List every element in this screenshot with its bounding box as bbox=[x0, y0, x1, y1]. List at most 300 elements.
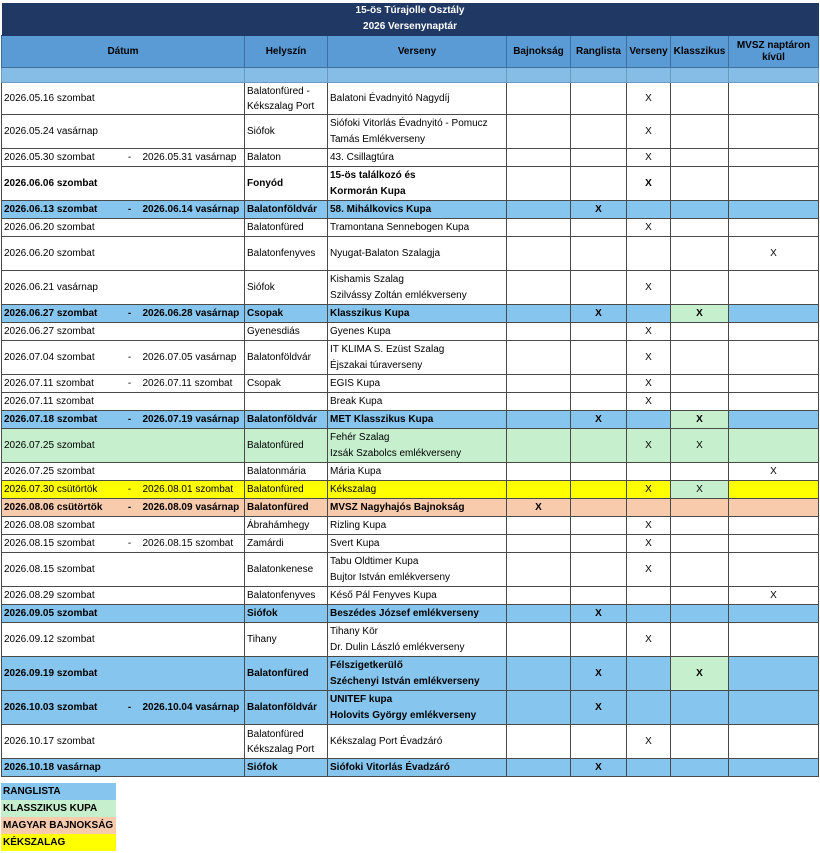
date-start: 2026.05.30 szombat bbox=[2, 149, 119, 167]
mvsz-mark bbox=[729, 149, 819, 167]
event-cell bbox=[328, 115, 507, 149]
date-end bbox=[141, 623, 245, 657]
ranglista-mark bbox=[571, 115, 627, 149]
table-row bbox=[2, 149, 819, 167]
bajnoksag-mark bbox=[507, 115, 571, 149]
klasszikus-mark: X bbox=[671, 305, 729, 323]
event-cell bbox=[328, 517, 507, 535]
location-cell: Siófok bbox=[245, 759, 328, 777]
mvsz-mark bbox=[729, 271, 819, 305]
mvsz-mark bbox=[729, 517, 819, 535]
event-name: Mária Kupa bbox=[330, 466, 382, 477]
date-end bbox=[141, 725, 245, 759]
date-separator bbox=[119, 393, 141, 411]
col-header-mvsz: MVSZ naptáron kívül bbox=[729, 36, 819, 68]
klasszikus-mark bbox=[671, 115, 729, 149]
table-row bbox=[2, 219, 819, 237]
bajnoksag-mark bbox=[507, 201, 571, 219]
location-cell: Balatonfüred bbox=[245, 429, 328, 463]
bajnoksag-mark: X bbox=[507, 499, 571, 517]
location-cell: Ábrahámhegy bbox=[245, 517, 328, 535]
klasszikus-mark bbox=[671, 219, 729, 237]
mvsz-mark bbox=[729, 167, 819, 201]
event-cell bbox=[328, 149, 507, 167]
date-separator bbox=[119, 657, 141, 691]
verseny-mark bbox=[627, 587, 671, 605]
event-name: Nyugat-Balaton Szalagja bbox=[330, 248, 441, 259]
date-separator: - bbox=[119, 375, 141, 393]
date-separator bbox=[119, 725, 141, 759]
legend-item: RANGLISTA bbox=[1, 783, 116, 800]
date-separator bbox=[119, 167, 141, 201]
location-cell: Siófok bbox=[245, 271, 328, 305]
event-subtitle: Holovits György emlékverseny bbox=[330, 709, 477, 721]
klasszikus-mark: X bbox=[671, 429, 729, 463]
location-cell: Balatonföldvár bbox=[245, 201, 328, 219]
date-end bbox=[141, 587, 245, 605]
verseny-mark: X bbox=[627, 323, 671, 341]
date-end: 2026.08.15 szombat bbox=[141, 535, 245, 553]
event-cell bbox=[328, 499, 507, 517]
date-start: 2026.07.11 szombat bbox=[2, 375, 119, 393]
date-end: 2026.07.11 szombat bbox=[141, 375, 245, 393]
location-cell: Fonyód bbox=[245, 167, 328, 201]
event-name: MVSZ Nagyhajós Bajnokság bbox=[330, 502, 465, 513]
klasszikus-mark bbox=[671, 237, 729, 271]
event-cell bbox=[328, 167, 507, 201]
date-end bbox=[141, 553, 245, 587]
date-end: 2026.08.09 vasárnap bbox=[141, 499, 245, 517]
event-cell bbox=[328, 553, 507, 587]
bajnoksag-mark bbox=[507, 691, 571, 725]
mvsz-mark bbox=[729, 553, 819, 587]
event-name: Gyenes Kupa bbox=[330, 326, 391, 337]
event-cell bbox=[328, 429, 507, 463]
event-name: Balatoni Évadnyitó Nagydíj bbox=[330, 93, 450, 104]
date-separator bbox=[119, 83, 141, 115]
bajnoksag-mark bbox=[507, 237, 571, 271]
calendar-title-line1: 15-ös Túrajolle Osztály bbox=[2, 3, 819, 19]
date-start: 2026.06.13 szombat bbox=[2, 201, 119, 219]
col-header-bajnoksag: Bajnokság bbox=[507, 36, 571, 68]
verseny-mark bbox=[627, 605, 671, 623]
date-end bbox=[141, 393, 245, 411]
date-separator bbox=[119, 323, 141, 341]
table-row bbox=[2, 535, 819, 553]
event-cell bbox=[328, 271, 507, 305]
col-header-verseny-name: Verseny bbox=[328, 36, 507, 68]
bajnoksag-mark bbox=[507, 725, 571, 759]
bajnoksag-mark bbox=[507, 759, 571, 777]
klasszikus-mark bbox=[671, 691, 729, 725]
event-name: Kékszalag bbox=[330, 484, 377, 495]
date-start: 2026.05.24 vasárnap bbox=[2, 115, 119, 149]
ranglista-mark bbox=[571, 587, 627, 605]
ranglista-mark: X bbox=[571, 605, 627, 623]
event-name: UNITEF kupa bbox=[330, 693, 393, 705]
location-cell: Balatonkenese bbox=[245, 553, 328, 587]
date-separator bbox=[119, 429, 141, 463]
table-row bbox=[2, 201, 819, 219]
event-cell bbox=[328, 237, 507, 271]
calendar-title-line2: 2026 Versenynaptár bbox=[2, 19, 819, 36]
verseny-mark: X bbox=[627, 429, 671, 463]
mvsz-mark bbox=[729, 605, 819, 623]
col-header-ranglista: Ranglista bbox=[571, 36, 627, 68]
table-row bbox=[2, 623, 819, 657]
location-cell: Balatonfüred Kékszalag Port bbox=[245, 725, 328, 759]
ranglista-mark bbox=[571, 167, 627, 201]
bajnoksag-mark bbox=[507, 481, 571, 499]
table-row bbox=[2, 481, 819, 499]
mvsz-mark bbox=[729, 375, 819, 393]
date-end bbox=[141, 219, 245, 237]
date-start: 2026.07.18 szombat bbox=[2, 411, 119, 429]
klasszikus-mark: X bbox=[671, 481, 729, 499]
event-cell bbox=[328, 587, 507, 605]
event-name: Fehér Szalag bbox=[330, 431, 390, 443]
verseny-mark: X bbox=[627, 375, 671, 393]
verseny-mark: X bbox=[627, 481, 671, 499]
date-end bbox=[141, 605, 245, 623]
date-start: 2026.10.17 szombat bbox=[2, 725, 119, 759]
bajnoksag-mark bbox=[507, 587, 571, 605]
ranglista-mark bbox=[571, 463, 627, 481]
verseny-mark: X bbox=[627, 517, 671, 535]
klasszikus-mark bbox=[671, 149, 729, 167]
location-cell bbox=[245, 393, 328, 411]
mvsz-mark bbox=[729, 725, 819, 759]
klasszikus-mark bbox=[671, 759, 729, 777]
bajnoksag-mark bbox=[507, 657, 571, 691]
table-row bbox=[2, 115, 819, 149]
event-name: Tabu Oldtimer Kupa bbox=[330, 555, 419, 567]
table-row bbox=[2, 167, 819, 201]
table-row bbox=[2, 517, 819, 535]
klasszikus-mark bbox=[671, 587, 729, 605]
verseny-mark: X bbox=[627, 271, 671, 305]
ranglista-mark: X bbox=[571, 759, 627, 777]
location-cell: Csopak bbox=[245, 375, 328, 393]
klasszikus-mark bbox=[671, 499, 729, 517]
verseny-mark: X bbox=[627, 149, 671, 167]
date-start: 2026.07.30 csütörtök bbox=[2, 481, 119, 499]
date-end: 2026.08.01 szombat bbox=[141, 481, 245, 499]
date-end: 2026.07.05 vasárnap bbox=[141, 341, 245, 375]
event-cell bbox=[328, 219, 507, 237]
event-name: IT KLIMA S. Ezüst Szalag bbox=[330, 343, 445, 355]
date-end: 2026.05.31 vasárnap bbox=[141, 149, 245, 167]
event-name: Rizling Kupa bbox=[330, 520, 387, 531]
event-name: Kékszalag Port Évadzáró bbox=[330, 736, 443, 747]
klasszikus-mark bbox=[671, 393, 729, 411]
date-start: 2026.08.29 szombat bbox=[2, 587, 119, 605]
mvsz-mark bbox=[729, 219, 819, 237]
location-cell: Gyenesdiás bbox=[245, 323, 328, 341]
date-separator: - bbox=[119, 201, 141, 219]
table-row bbox=[2, 237, 819, 271]
table-row bbox=[2, 323, 819, 341]
ranglista-mark bbox=[571, 271, 627, 305]
location-cell: Balatonfüred bbox=[245, 499, 328, 517]
date-separator bbox=[119, 553, 141, 587]
bajnoksag-mark bbox=[507, 463, 571, 481]
event-name: Svert Kupa bbox=[330, 538, 380, 549]
table-row bbox=[2, 499, 819, 517]
date-end: 2026.10.04 vasárnap bbox=[141, 691, 245, 725]
date-start: 2026.09.19 szombat bbox=[2, 657, 119, 691]
legend-item: MAGYAR BAJNOKSÁG bbox=[1, 817, 116, 834]
date-end bbox=[141, 657, 245, 691]
mvsz-mark bbox=[729, 657, 819, 691]
bajnoksag-mark bbox=[507, 323, 571, 341]
event-name: Beszédes József emlékverseny bbox=[330, 608, 479, 619]
date-end bbox=[141, 83, 245, 115]
bajnoksag-mark bbox=[507, 535, 571, 553]
event-cell bbox=[328, 623, 507, 657]
date-end: 2026.07.19 vasárnap bbox=[141, 411, 245, 429]
location-cell: Balatonföldvár bbox=[245, 411, 328, 429]
ranglista-mark bbox=[571, 429, 627, 463]
date-start: 2026.08.06 csütörtök bbox=[2, 499, 119, 517]
event-subtitle: Kormorán Kupa bbox=[330, 185, 406, 197]
col-header-helyszin: Helyszín bbox=[245, 36, 328, 68]
date-start: 2026.07.25 szombat bbox=[2, 429, 119, 463]
date-separator bbox=[119, 463, 141, 481]
klasszikus-mark bbox=[671, 201, 729, 219]
date-separator: - bbox=[119, 305, 141, 323]
bajnoksag-mark bbox=[507, 167, 571, 201]
date-separator bbox=[119, 115, 141, 149]
event-subtitle: Szilvássy Zoltán emlékverseny bbox=[330, 289, 467, 301]
date-separator: - bbox=[119, 535, 141, 553]
table-row bbox=[2, 429, 819, 463]
verseny-mark bbox=[627, 463, 671, 481]
location-cell: Siófok bbox=[245, 605, 328, 623]
ranglista-mark: X bbox=[571, 657, 627, 691]
date-separator: - bbox=[119, 499, 141, 517]
mvsz-mark bbox=[729, 341, 819, 375]
event-name: Klasszikus Kupa bbox=[330, 308, 410, 319]
date-start: 2026.09.12 szombat bbox=[2, 623, 119, 657]
bajnoksag-mark bbox=[507, 83, 571, 115]
legend-item: KLASSZIKUS KUPA bbox=[1, 800, 116, 817]
event-subtitle: Széchenyi István emlékverseny bbox=[330, 675, 480, 687]
date-end bbox=[141, 115, 245, 149]
date-start: 2026.08.08 szombat bbox=[2, 517, 119, 535]
bajnoksag-mark bbox=[507, 517, 571, 535]
event-cell bbox=[328, 463, 507, 481]
date-start: 2026.07.25 szombat bbox=[2, 463, 119, 481]
bajnoksag-mark bbox=[507, 429, 571, 463]
table-row bbox=[2, 83, 819, 115]
mvsz-mark bbox=[729, 623, 819, 657]
mvsz-mark bbox=[729, 481, 819, 499]
verseny-mark bbox=[627, 657, 671, 691]
date-start: 2026.06.20 szombat bbox=[2, 237, 119, 271]
date-separator bbox=[119, 759, 141, 777]
table-row bbox=[2, 393, 819, 411]
mvsz-mark bbox=[729, 759, 819, 777]
table-row bbox=[2, 605, 819, 623]
bajnoksag-mark bbox=[507, 341, 571, 375]
event-name: Siófoki Vitorlás Évadnyitó - Pomucz bbox=[330, 117, 488, 129]
bajnoksag-mark bbox=[507, 375, 571, 393]
event-cell bbox=[328, 411, 507, 429]
event-cell bbox=[328, 375, 507, 393]
event-cell bbox=[328, 535, 507, 553]
date-end bbox=[141, 237, 245, 271]
event-name: 15-ös találkozó és bbox=[330, 169, 416, 181]
bajnoksag-mark bbox=[507, 605, 571, 623]
table-row bbox=[2, 411, 819, 429]
table-row bbox=[2, 305, 819, 323]
mvsz-mark bbox=[729, 393, 819, 411]
mvsz-mark bbox=[729, 535, 819, 553]
bajnoksag-mark bbox=[507, 305, 571, 323]
event-cell bbox=[328, 323, 507, 341]
klasszikus-mark bbox=[671, 167, 729, 201]
date-separator bbox=[119, 271, 141, 305]
date-separator bbox=[119, 237, 141, 271]
location-cell: Balatonfenyves bbox=[245, 587, 328, 605]
location-cell: Balatonfüred bbox=[245, 657, 328, 691]
date-separator: - bbox=[119, 341, 141, 375]
verseny-mark: X bbox=[627, 83, 671, 115]
klasszikus-mark bbox=[671, 271, 729, 305]
date-start: 2026.10.18 vasárnap bbox=[2, 759, 119, 777]
event-cell bbox=[328, 725, 507, 759]
ranglista-mark bbox=[571, 323, 627, 341]
date-end bbox=[141, 759, 245, 777]
ranglista-mark: X bbox=[571, 305, 627, 323]
event-cell bbox=[328, 201, 507, 219]
table-row bbox=[2, 341, 819, 375]
location-cell: Csopak bbox=[245, 305, 328, 323]
location-cell: Siófok bbox=[245, 115, 328, 149]
event-subtitle: Bujtor István emlékverseny bbox=[330, 571, 451, 583]
event-cell bbox=[328, 481, 507, 499]
event-name: Késő Pál Fenyves Kupa bbox=[330, 590, 437, 601]
date-separator bbox=[119, 605, 141, 623]
verseny-mark: X bbox=[627, 167, 671, 201]
event-cell bbox=[328, 759, 507, 777]
date-end bbox=[141, 323, 245, 341]
bajnoksag-mark bbox=[507, 411, 571, 429]
date-separator: - bbox=[119, 481, 141, 499]
location-cell: Zamárdi bbox=[245, 535, 328, 553]
bajnoksag-mark bbox=[507, 149, 571, 167]
verseny-mark: X bbox=[627, 725, 671, 759]
verseny-mark bbox=[627, 759, 671, 777]
date-start: 2026.09.05 szombat bbox=[2, 605, 119, 623]
table-row bbox=[2, 463, 819, 481]
date-separator bbox=[119, 623, 141, 657]
event-name: 43. Csillagtúra bbox=[330, 152, 394, 163]
ranglista-mark bbox=[571, 83, 627, 115]
ranglista-mark: X bbox=[571, 411, 627, 429]
date-end bbox=[141, 167, 245, 201]
klasszikus-mark: X bbox=[671, 411, 729, 429]
location-cell: Tihany bbox=[245, 623, 328, 657]
location-cell: Balaton bbox=[245, 149, 328, 167]
location-cell: Balatonfenyves bbox=[245, 237, 328, 271]
date-start: 2026.05.16 szombat bbox=[2, 83, 119, 115]
event-name: 58. Mihálkovics Kupa bbox=[330, 204, 432, 215]
date-start: 2026.06.27 szombat bbox=[2, 323, 119, 341]
bajnoksag-mark bbox=[507, 553, 571, 587]
date-end bbox=[141, 463, 245, 481]
klasszikus-mark bbox=[671, 623, 729, 657]
ranglista-mark bbox=[571, 393, 627, 411]
mvsz-mark bbox=[729, 429, 819, 463]
event-cell bbox=[328, 341, 507, 375]
location-cell: Balatonfüred bbox=[245, 219, 328, 237]
table-row bbox=[2, 375, 819, 393]
verseny-mark: X bbox=[627, 393, 671, 411]
date-end: 2026.06.14 vasárnap bbox=[141, 201, 245, 219]
col-header-klasszikus: Klasszikus bbox=[671, 36, 729, 68]
verseny-mark bbox=[627, 691, 671, 725]
date-start: 2026.06.20 szombat bbox=[2, 219, 119, 237]
klasszikus-mark bbox=[671, 517, 729, 535]
klasszikus-mark bbox=[671, 605, 729, 623]
date-start: 2026.08.15 szombat bbox=[2, 535, 119, 553]
location-cell: Balatonmária bbox=[245, 463, 328, 481]
verseny-mark bbox=[627, 305, 671, 323]
date-separator: - bbox=[119, 691, 141, 725]
event-name: Siófoki Vitorlás Évadzáró bbox=[330, 762, 450, 773]
date-separator bbox=[119, 587, 141, 605]
verseny-mark bbox=[627, 411, 671, 429]
ranglista-mark bbox=[571, 481, 627, 499]
event-cell bbox=[328, 691, 507, 725]
event-cell bbox=[328, 305, 507, 323]
mvsz-mark: X bbox=[729, 463, 819, 481]
event-cell bbox=[328, 393, 507, 411]
date-separator bbox=[119, 517, 141, 535]
verseny-mark bbox=[627, 201, 671, 219]
event-cell bbox=[328, 657, 507, 691]
event-name: Break Kupa bbox=[330, 396, 383, 407]
event-name: Tihany Kör bbox=[330, 625, 378, 637]
table-row bbox=[2, 725, 819, 759]
table-row bbox=[2, 691, 819, 725]
table-row bbox=[2, 271, 819, 305]
ranglista-mark bbox=[571, 553, 627, 587]
location-cell: Balatonföldvár bbox=[245, 691, 328, 725]
klasszikus-mark bbox=[671, 323, 729, 341]
location-cell: Balatonföldvár bbox=[245, 341, 328, 375]
verseny-mark: X bbox=[627, 115, 671, 149]
ranglista-mark bbox=[571, 237, 627, 271]
ranglista-mark bbox=[571, 517, 627, 535]
event-subtitle: Dr. Dulin László emlékverseny bbox=[330, 641, 465, 653]
mvsz-mark bbox=[729, 691, 819, 725]
klasszikus-mark bbox=[671, 375, 729, 393]
ranglista-mark bbox=[571, 725, 627, 759]
mvsz-mark bbox=[729, 499, 819, 517]
table-row bbox=[2, 759, 819, 777]
verseny-mark: X bbox=[627, 623, 671, 657]
verseny-mark: X bbox=[627, 219, 671, 237]
date-start: 2026.10.03 szombat bbox=[2, 691, 119, 725]
date-start: 2026.08.15 szombat bbox=[2, 553, 119, 587]
klasszikus-mark bbox=[671, 341, 729, 375]
date-end: 2026.06.28 vasárnap bbox=[141, 305, 245, 323]
col-header-verseny: Verseny bbox=[627, 36, 671, 68]
event-cell bbox=[328, 83, 507, 115]
